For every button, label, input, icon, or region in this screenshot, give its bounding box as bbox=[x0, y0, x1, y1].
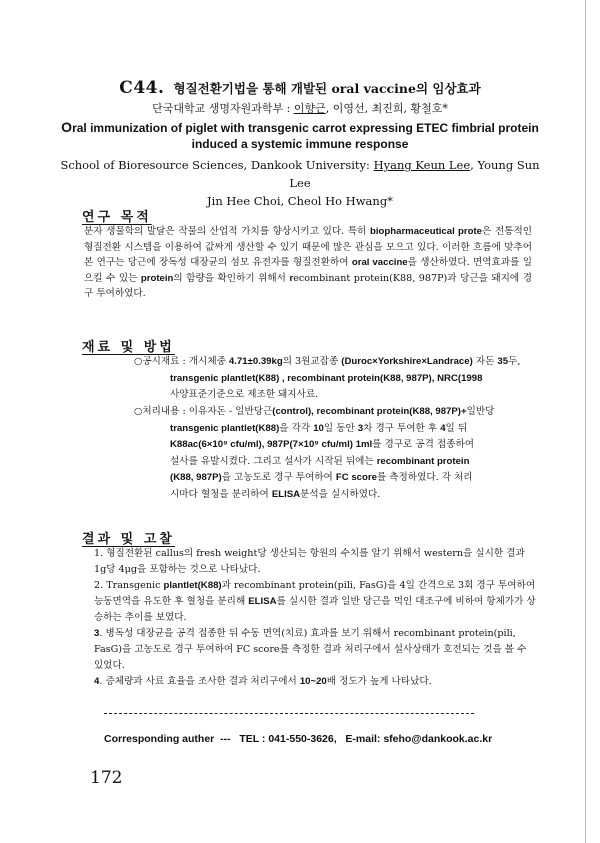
methods-materials: ○공시재료 : 개시체중 4.71±0.39kg의 3원교잡종 (Duroc×Yorkshire×Landrace) 자돈 35두, transgenic plantlet(K88) , recombinant protein(K88, 987P), NRC(1998 사양표준기준으로 제조한 돼지사료. bbox=[134, 356, 521, 400]
result-item-2: 2. Transgenic plantlet(K88)과 recombinant protein(pili, FasG)을 4일 간격으로 3회 경구 투여하여 능동면역을 유도한 후 혈청을 분리해 ELISA를 실시한 결과 일반 당근을 먹인 대조구에 비하여 항체가가 상승하는 추이를 보였다. bbox=[94, 580, 536, 623]
affiliation-english: School of Bioresource Sciences, Dankook University: Hyang Keun Lee, Young Sun Lee Jin Hee Choi, Cheol Ho Hwang* bbox=[60, 158, 540, 208]
purpose-heading: 연구 목적 bbox=[82, 210, 152, 225]
corresponding-author-line: Corresponding auther --- TEL : 041-550-3626, E-mail: sfeho@dankook.ac.kr bbox=[104, 733, 493, 745]
page-number: 172 bbox=[90, 768, 123, 788]
title-english: Oral immunization of piglet with transgenic carrot expressing ETEC fimbrial protein induced a systemic immune response bbox=[61, 119, 539, 151]
result-item-4: 4. 증체량과 사료 효율을 조사한 결과 처리구에서 10~20배 정도가 높게 나타났다. bbox=[94, 676, 432, 687]
affiliation-korean: 단국대학교 생명자원과학부 : 이향근, 이영선, 최진희, 황철호* bbox=[152, 102, 448, 115]
results-list bbox=[94, 546, 536, 690]
methods-treatments: ○처리내용 : 이유자돈 - 일반당근(control), recombinant protein(K88, 987P)+일반당 transgenic plantlet(K88)을 각각 10일 동안 3차 경구 투여한 후 4일 뒤 K88ac(6×10⁹ cfu/ml), 987P(7×10⁹ cfu/ml) 1ml를 경구로 공격 접종하여 설사를 유발시켰다. 그리고 설사가 시작된 뒤에는 recombinant protein (K88, 987P)을 고농도로 경구 투여하여 FC score를 측정하였다. 각 처리 시마다 혈청을 분리하여 ELISA분석을 실시하였다. bbox=[134, 406, 495, 500]
telephone: TEL : 041-550-3626, bbox=[239, 733, 337, 745]
results-heading: 결과 및 고찰 bbox=[82, 532, 175, 547]
footer-divider bbox=[104, 713, 474, 714]
scan-edge-line bbox=[585, 0, 586, 843]
presenting-author-en: Hyang Keun Lee bbox=[373, 158, 471, 172]
materials-label: ○공시재료 : bbox=[134, 356, 189, 367]
methods-heading: 재료 및 방법 bbox=[82, 340, 175, 355]
result-item-1: 1. 형질전환된 callus의 fresh weight당 생산되는 항원의 수치를 알기 위해서 western을 실시한 결과 1g당 4μg을 포함하는 것으로 나타났다. bbox=[94, 548, 525, 575]
treatments-label: ○처리내용 : bbox=[134, 406, 189, 417]
result-item-3: 3. 병독성 대장균을 공격 접종한 뒤 수동 면역(치료) 효과를 보기 위해서 recombinant protein(pili, FasG)을 고농도로 경구 투여하여 FC score를 측정한 결과 처리구에서 설사상태가 호전되는 것을 볼 수 있었다. bbox=[94, 628, 527, 671]
purpose-paragraph: 분자 생물학의 발달은 작물의 산업적 가치를 향상시키고 있다. 특히 biopharmaceutical prote은 전통적인 형질전환 시스템을 이용하여 값싸게 생산할 수 있기 때문에 많은 관심을 모으고 있다. 이러한 흐름에 맞추어 본 연구는 당근에 장독성 대장균의 섬모 유전자를 형질전환하여 oral vaccine을 생산하였다. 면역효과를 일으킬 수 있는 protein의 함량을 확인하기 위해서 recombinant protein(K88, 987P)과 당근을 돼지에 경구 투여하였다. bbox=[84, 226, 532, 299]
presenting-author-kr: 이향근 bbox=[293, 102, 326, 115]
email-address: E-mail: sfeho@dankook.ac.kr bbox=[345, 733, 493, 745]
title-block bbox=[60, 78, 540, 210]
title-korean: 형질전환기법을 통해 개발된 oral vaccine의 임상효과 bbox=[173, 81, 481, 96]
abstract-code: C44. bbox=[119, 78, 165, 98]
